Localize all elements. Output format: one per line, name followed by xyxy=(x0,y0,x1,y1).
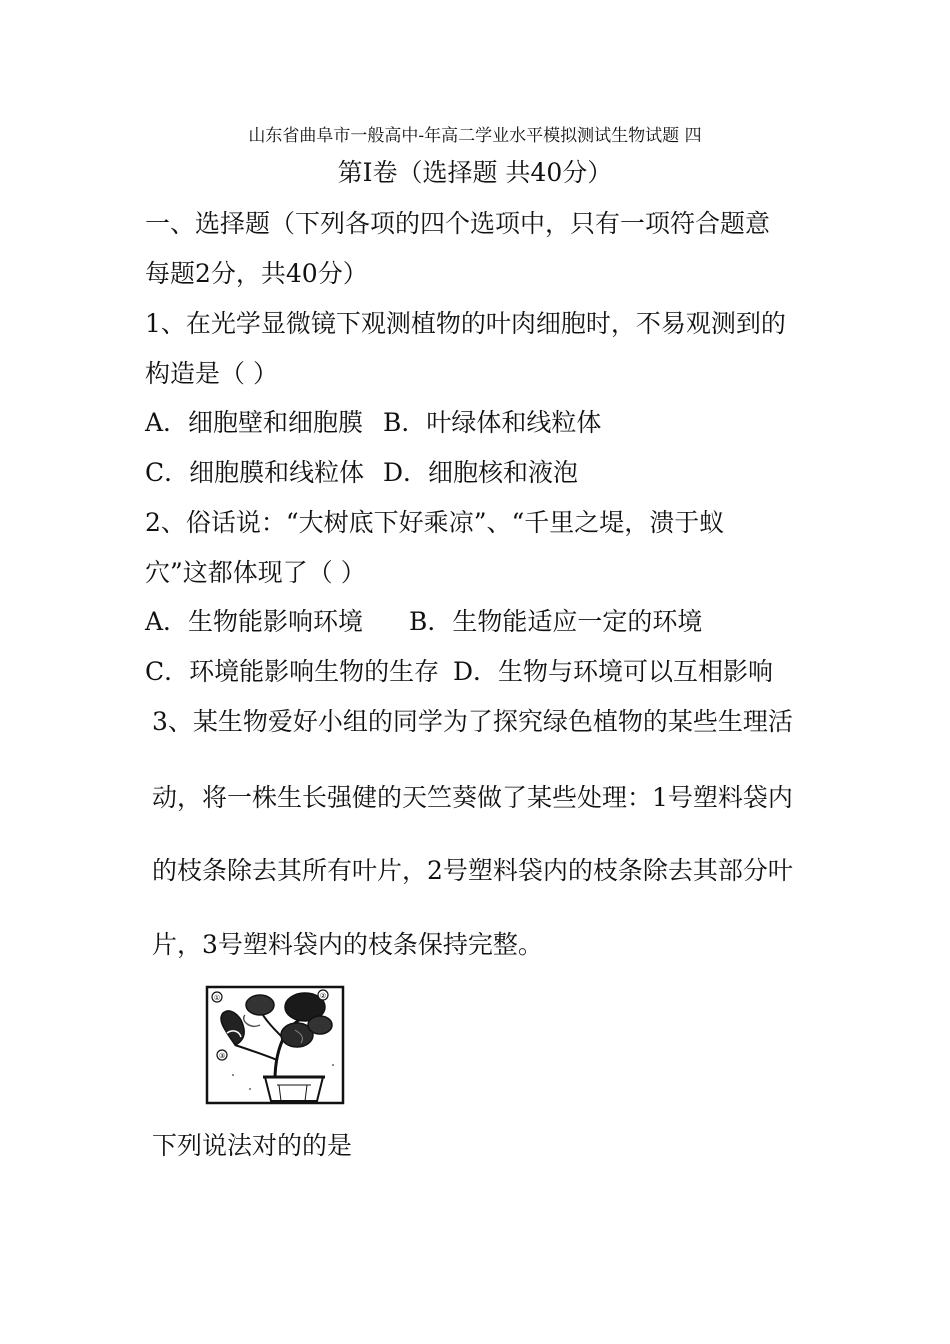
figure-label-3: ③ xyxy=(218,1052,226,1060)
question-1-option-a: A．细胞壁和细胞膜 xyxy=(145,408,364,437)
leaf-middle xyxy=(246,995,274,1015)
figure-label-2: ② xyxy=(319,992,327,1000)
question-1-options-row-2 xyxy=(145,460,578,485)
question-3-prompt: 下列说法对的的是 xyxy=(152,1131,353,1160)
question-1-options-row-1 xyxy=(145,410,601,435)
question-3-stem-line-4: 片，3号塑料袋内的枝条保持完整。 xyxy=(152,930,543,959)
question-3-stem-line-1: 3、某生物爱好小组的同学为了探究绿色植物的某些生理活 xyxy=(152,707,793,736)
question-2-option-a: A．生物能影响环境 xyxy=(145,607,364,636)
question-1-stem-line-2: 构造是（ ） xyxy=(145,359,278,388)
question-2-option-d: D．生物与环境可以互相影响 xyxy=(453,657,774,686)
question-3-stem-line-3: 的枝条除去其所有叶片，2号塑料袋内的枝条除去其部分叶 xyxy=(152,856,793,885)
question-2-option-c: C．环境能影响生物的生存 xyxy=(145,657,440,686)
plant-experiment-figure xyxy=(205,985,345,1105)
question-3-stem-line-2: 动，将一株生长强健的天竺葵做了某些处理：1号塑料袋内 xyxy=(152,783,793,812)
figure-label-1: ① xyxy=(213,994,221,1002)
flower-pot xyxy=(265,1077,323,1101)
question-2-stem-line-1: 2、俗话说：“大树底下好乘凉”、“千里之堤，溃于蚁 xyxy=(145,508,725,537)
question-2-options-row-1 xyxy=(145,609,702,634)
question-2-options-row-2 xyxy=(145,659,773,684)
section-title: 第Ⅰ卷（选择题 共40分） xyxy=(337,158,613,187)
question-1-option-c: C．细胞膜和线粒体 xyxy=(145,458,365,487)
question-1-option-b: B．叶绿体和线粒体 xyxy=(383,408,602,437)
instructions-line-2: 每题2分，共40分） xyxy=(145,259,368,288)
document-header: 山东省曲阜市一般高中-年高二学业水平模拟测试生物试题 四 xyxy=(248,126,702,146)
leaf-far-right xyxy=(308,1016,332,1034)
instructions-line-1: 一、选择题（下列各项的四个选项中，只有一项符合题意 xyxy=(145,209,771,238)
question-2-stem-line-2: 穴”这都体现了（ ） xyxy=(145,558,366,587)
question-2-option-b: B．生物能适应一定的环境 xyxy=(409,607,703,636)
question-1-stem-line-1: 1、在光学显微镜下观测植物的叶肉细胞时，不易观测到的 xyxy=(145,309,786,338)
question-1-option-d: D．细胞核和液泡 xyxy=(383,458,579,487)
